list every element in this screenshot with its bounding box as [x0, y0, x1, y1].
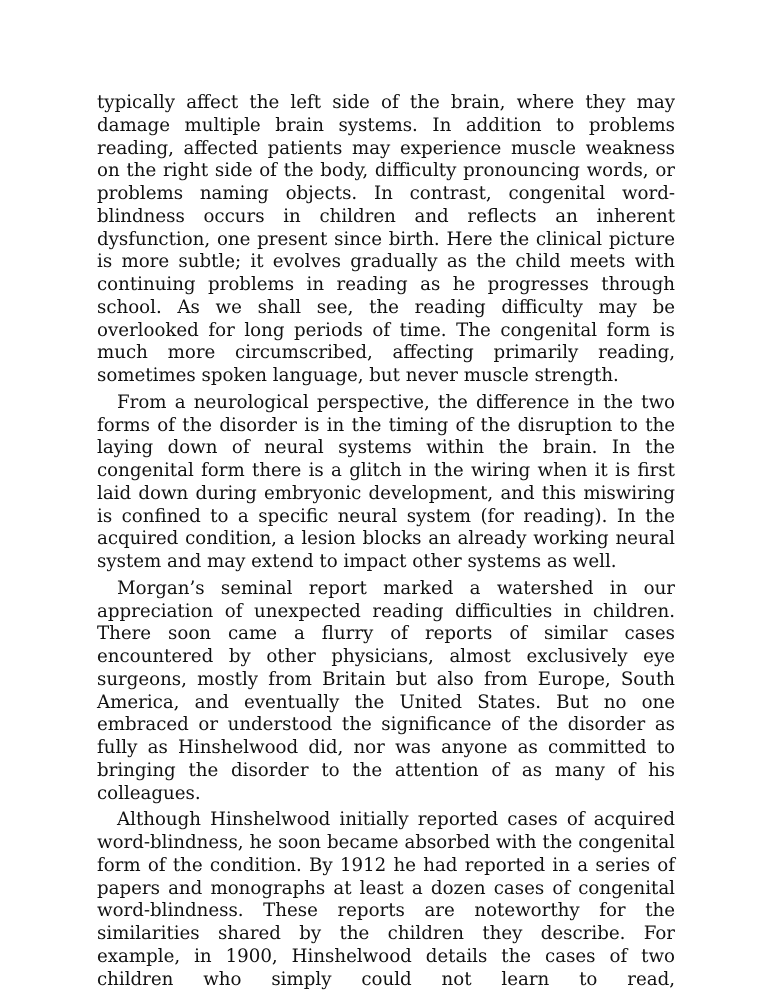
paragraph-4: Although Hinshelwood initially reported cases of acquired word-blindness, he soon became absorbed with the congenital form of the condition. By 1912 he had reported in a series of papers and monographs at least a dozen cases of congenital word-blindness. These reports are noteworthy for the similarities shared by the children they describe. For example, in 1900, Hinshelwood details the cases of two children who simply could not learn to read, — [97, 809, 675, 990]
book-page — [97, 92, 675, 991]
paragraph-2: From a neurological perspective, the difference in the two forms of the disorder is in the timing of the disruption to the laying down of neural systems within the brain. In the congenital form there is a glitch in the wiring when it is first laid down during embryonic development, and this miswiring is confined to a specific neural system (for reading). In the acquired condition, a lesion blocks an already working neural system and may extend to impact other systems as well. — [97, 391, 675, 572]
paragraph-1: typically affect the left side of the brain, where they may damage multiple brain systems. In addition to problems reading, affected patients may experience muscle weakness on the right side of the body, difficulty pronouncing words, or problems naming objects. In contrast, congenital word-blindness occurs in children and reflects an inherent dysfunction, one present since birth. Here the clinical picture is more subtle; it evolves gradually as the child meets with continuing problems in reading as he progresses through school. As we shall see, the reading difficulty may be overlooked for long periods of time. The congenital form is much more circumscribed, affecting primarily reading, sometimes spoken language, but never muscle strength. — [97, 92, 675, 386]
paragraph-3: Morgan’s seminal report marked a watershed in our appreciation of unexpected reading difficulties in children. There soon came a flurry of reports of similar cases encountered by other physicians, almost exclusively eye surgeons, mostly from Britain but also from Europe, South America, and eventually the United States. But no one embraced or understood the significance of the disorder as fully as Hinshelwood did, nor was anyone as committed to bringing the disorder to the attention of as many of his colleagues. — [97, 577, 675, 804]
